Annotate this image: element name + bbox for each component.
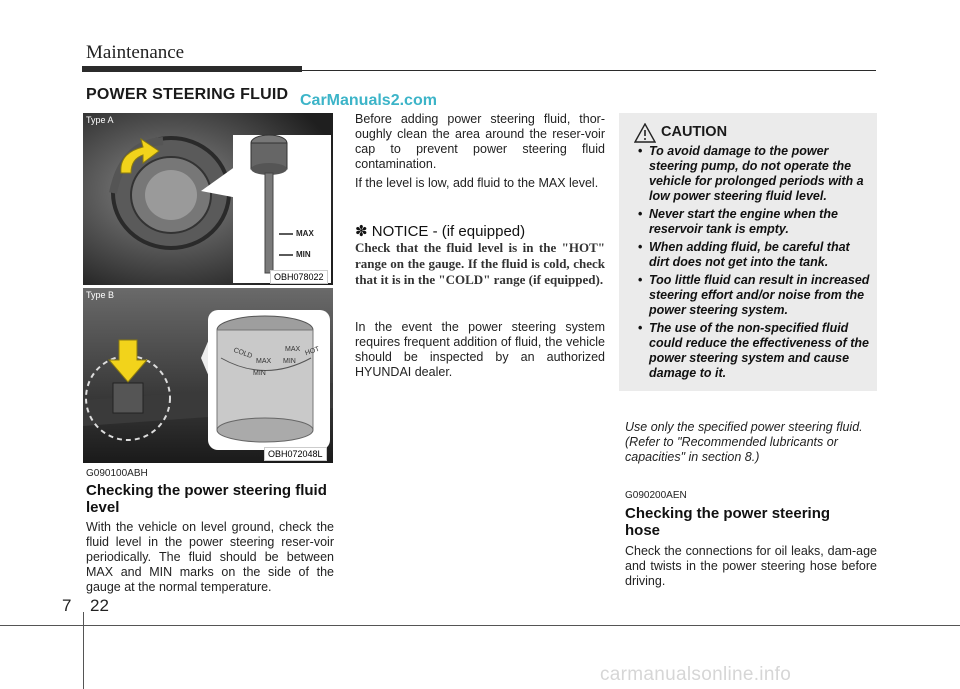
- figure-type-a: [83, 113, 333, 285]
- caution-box: [619, 113, 877, 391]
- caution-item: • When adding fluid, be careful that dirt does not get into the tank.: [629, 240, 871, 270]
- left-heading: Checking the power steering fluid level: [86, 482, 327, 516]
- caution-item: • The use of the non-specified fluid could reduce the effectiveness of the power steering system and cause damage to it.: [629, 321, 871, 381]
- ring-hot-label: HOT: [304, 345, 321, 358]
- header-rule: [302, 70, 876, 71]
- type-b-label: Type B: [86, 290, 115, 300]
- right-body: Check the connections for oil leaks, dam-age and twists in the power steering hose before driving.: [625, 544, 877, 588]
- caution-title: CAUTION: [661, 124, 728, 140]
- ring-min-label: MIN: [253, 370, 266, 377]
- right-doc-code: G090200AEN: [625, 490, 687, 501]
- page-number: 22: [90, 596, 109, 615]
- footer-divider: [83, 612, 84, 689]
- footer-rule: [0, 625, 960, 626]
- section-title: POWER STEERING FLUID: [86, 86, 289, 103]
- chapter-number: 7: [62, 596, 72, 615]
- notice-title: ✽ NOTICE - (if equipped): [355, 223, 526, 240]
- caution-list: [629, 144, 871, 384]
- caution-item: • Too little fluid can result in increased steering effort and/or noise from the power steering system.: [629, 273, 871, 318]
- warning-triangle-icon: [634, 123, 656, 143]
- max-mark-label: MAX: [296, 229, 314, 238]
- page-header-title: Maintenance: [86, 42, 185, 63]
- figure-a-code: OBH078022: [270, 270, 328, 284]
- ring-cold-label: COLD: [232, 346, 254, 361]
- ring-max-label: MAX: [256, 358, 272, 365]
- notice-body: Check that the fluid level is in the "HOT" range on the gauge. If the fluid is cold, check that it is in the "COLD" range (if equipped).: [355, 240, 605, 287]
- left-body: With the vehicle on level ground, check the fluid level in the power steering reser-voir periodically. The fluid should be between MAX and MIN marks on the side of the gauge at the normal temperature.: [86, 520, 334, 594]
- site-watermark[interactable]: carmanualsonline.info: [600, 664, 792, 685]
- reservoir-photo-a: [83, 113, 333, 285]
- figure-b-code: OBH072048L: [264, 447, 327, 461]
- left-doc-code: G090100ABH: [86, 468, 148, 479]
- middle-para-2: If the level is low, add fluid to the MAX level.: [355, 176, 599, 190]
- reservoir-photo-b: [83, 288, 333, 463]
- middle-para-1: Before adding power steering fluid, thor-oughly clean the area around the reser-voir cap to prevent power steering fluid contamination.: [355, 112, 605, 171]
- header-bar: [82, 66, 302, 72]
- fluid-note: Use only the specified power steering fluid. (Refer to "Recommended lubricants or capacities" in section 8.): [625, 420, 863, 464]
- type-a-label: Type A: [86, 115, 114, 125]
- ring-max-label-2: MAX: [285, 346, 301, 353]
- figure-type-b: [83, 288, 333, 463]
- min-mark-label: MIN: [296, 250, 311, 259]
- caution-item: • To avoid damage to the power steering pump, do not operate the vehicle for prolonged periods with a low power steering fluid level.: [629, 144, 871, 204]
- right-heading: Checking the power steering hose: [625, 505, 831, 539]
- watermark[interactable]: CarManuals2.com: [300, 92, 437, 109]
- caution-item: • Never start the engine when the reservoir tank is empty.: [629, 207, 871, 237]
- middle-para-3: In the event the power steering system requires frequent addition of fluid, the vehicle should be inspected by an authorized HYUNDAI dealer.: [355, 320, 605, 379]
- ring-min-label-2: MIN: [283, 358, 296, 365]
